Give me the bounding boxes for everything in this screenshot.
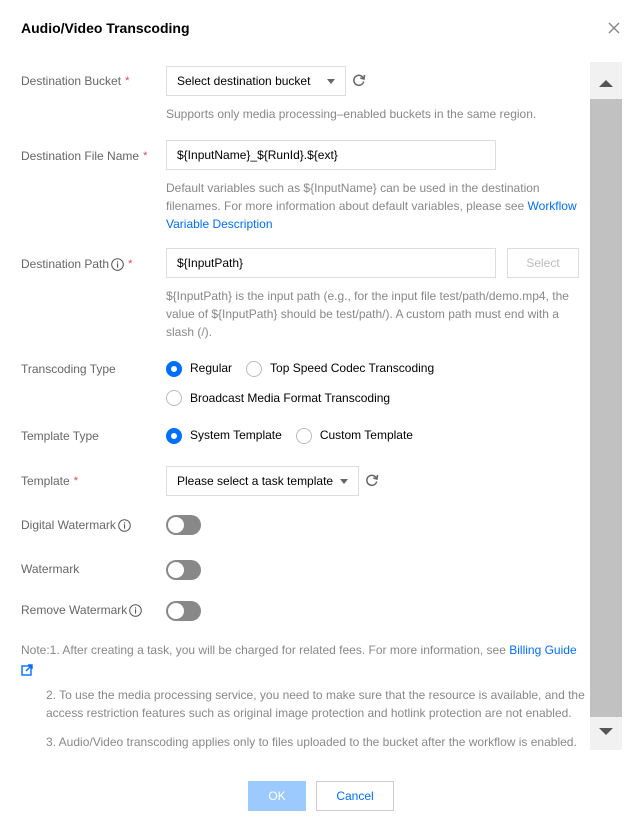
chevron-down-icon bbox=[327, 79, 335, 84]
toggle-knob bbox=[168, 603, 184, 619]
remove-watermark-label bbox=[21, 603, 142, 617]
billing-guide-link[interactable]: Billing Guide bbox=[509, 643, 577, 657]
scrollbar[interactable] bbox=[590, 62, 622, 750]
transcoding-type-label bbox=[21, 362, 116, 376]
radio-checked-icon bbox=[166, 361, 182, 377]
digital-watermark-toggle[interactable] bbox=[166, 515, 201, 535]
dialog-title: Audio/Video Transcoding bbox=[21, 20, 190, 36]
dialog-body bbox=[0, 62, 622, 752]
destination-file-name-help bbox=[166, 179, 578, 233]
scrollbar-thumb[interactable] bbox=[590, 99, 622, 717]
destination-file-name-label bbox=[21, 149, 147, 163]
radio-custom-template-label: Custom Template bbox=[319, 428, 413, 442]
template-type-label bbox=[21, 429, 99, 443]
remove-watermark-label-text: Remove Watermark bbox=[21, 603, 128, 617]
template-type-label-text: Template Type bbox=[21, 429, 99, 443]
external-link-icon[interactable] bbox=[21, 663, 33, 675]
destination-path-label-text: Destination Path bbox=[21, 257, 110, 271]
destination-path-help: ${InputPath} is the input path (e.g., for the input file test/path/demo.mp4, the value of ${InputPath} should be test/path/). A custom path must end with a slash (/). bbox=[166, 289, 569, 339]
ok-button[interactable]: OK bbox=[248, 781, 306, 811]
watermark-toggle[interactable] bbox=[166, 560, 201, 580]
select-path-button[interactable]: Select bbox=[507, 248, 579, 278]
radio-checked-icon bbox=[166, 428, 182, 444]
template-label bbox=[21, 474, 78, 488]
refresh-icon[interactable] bbox=[352, 73, 366, 87]
radio-system-template-label: System Template bbox=[190, 428, 282, 442]
scroll-up-icon[interactable] bbox=[590, 68, 622, 98]
destination-path-value: ${InputPath} bbox=[177, 256, 244, 270]
radio-custom-template[interactable] bbox=[296, 423, 413, 448]
refresh-icon[interactable] bbox=[365, 473, 379, 487]
note-billing-text: Note:1. After creating a task, you will be charged for related fees. For more information, see bbox=[21, 643, 510, 657]
radio-unchecked-icon bbox=[166, 390, 182, 406]
note-billing bbox=[21, 641, 581, 681]
info-icon[interactable] bbox=[129, 604, 142, 617]
note-workflow-scope: 3. Audio/Video transcoding applies only to files uploaded to the bucket after the workflow is enabled. bbox=[46, 735, 577, 749]
template-select[interactable] bbox=[166, 466, 359, 496]
radio-top-speed-codec[interactable] bbox=[246, 356, 434, 381]
transcoding-type-radio-group bbox=[166, 356, 586, 415]
workflow-variable-link[interactable]: Workflow Variable Description bbox=[166, 199, 577, 231]
close-icon[interactable] bbox=[606, 20, 622, 36]
radio-broadcast-media[interactable] bbox=[166, 386, 390, 411]
destination-file-name-help-text: Default variables such as ${InputName} can be used in the destination filenames. For more information about default variables, please see bbox=[166, 181, 540, 213]
destination-file-name-input[interactable] bbox=[166, 140, 496, 170]
destination-bucket-select[interactable] bbox=[166, 66, 346, 96]
destination-file-name-label-text: Destination File Name bbox=[21, 149, 140, 163]
radio-regular[interactable] bbox=[166, 356, 232, 381]
toggle-knob bbox=[168, 517, 184, 533]
radio-broadcast-label: Broadcast Media Format Transcoding bbox=[190, 390, 391, 405]
radio-unchecked-icon bbox=[246, 361, 262, 377]
required-mark: * bbox=[128, 258, 133, 270]
template-select-value: Please select a task template bbox=[177, 474, 334, 488]
radio-system-template[interactable] bbox=[166, 423, 282, 448]
required-mark: * bbox=[125, 75, 130, 87]
digital-watermark-label bbox=[21, 518, 131, 532]
note-resource-availability: 2. To use the media processing service, you need to make sure that the resource is available, and the access restriction features such as original image protection and hotlink protection are not enabled. bbox=[46, 688, 585, 720]
required-mark: * bbox=[143, 150, 148, 162]
toggle-knob bbox=[168, 562, 184, 578]
required-mark: * bbox=[73, 475, 78, 487]
destination-bucket-label bbox=[21, 74, 129, 88]
transcoding-type-label-text: Transcoding Type bbox=[21, 362, 116, 376]
remove-watermark-toggle[interactable] bbox=[166, 601, 201, 621]
destination-bucket-label-text: Destination Bucket bbox=[21, 74, 122, 88]
radio-top-speed-label: Top Speed Codec Transcoding bbox=[270, 361, 435, 375]
template-label-text: Template bbox=[21, 474, 70, 488]
info-icon[interactable] bbox=[111, 258, 124, 271]
destination-bucket-select-value: Select destination bucket bbox=[177, 74, 311, 88]
digital-watermark-label-text: Digital Watermark bbox=[21, 518, 116, 532]
destination-path-input[interactable] bbox=[166, 248, 496, 278]
chevron-down-icon bbox=[340, 479, 348, 484]
cancel-button[interactable]: Cancel bbox=[316, 781, 394, 811]
watermark-label bbox=[21, 562, 79, 576]
destination-file-name-value: ${InputName}_${RunId}.${ext} bbox=[177, 148, 338, 162]
radio-unchecked-icon bbox=[296, 428, 312, 444]
info-icon[interactable] bbox=[118, 519, 131, 532]
template-type-radio-group bbox=[166, 423, 586, 453]
radio-regular-label: Regular bbox=[190, 361, 233, 375]
destination-path-label bbox=[21, 257, 132, 271]
scroll-down-icon[interactable] bbox=[590, 717, 622, 747]
destination-bucket-help: Supports only media processing–enabled buckets in the same region. bbox=[166, 107, 537, 121]
watermark-label-text: Watermark bbox=[21, 562, 80, 576]
